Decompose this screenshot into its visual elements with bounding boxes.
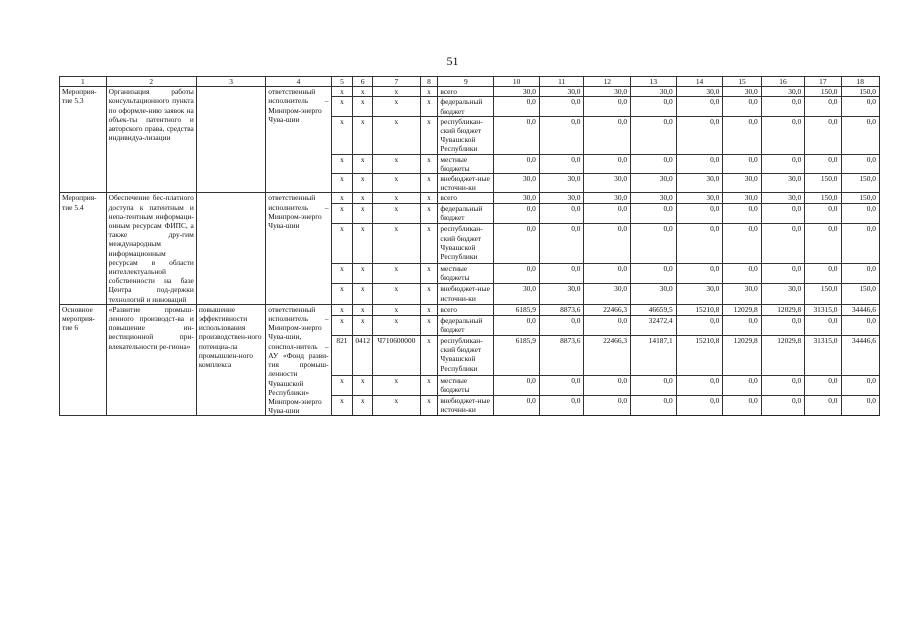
code-cell: x (420, 335, 438, 375)
header-cell: 4 (266, 77, 331, 87)
header-row (60, 77, 880, 87)
header-cell: 2 (106, 77, 196, 87)
code-cell: x (420, 284, 438, 304)
amount-cell: 0,0 (805, 395, 841, 415)
amount-cell: 30,0 (631, 193, 677, 204)
code-cell: x (353, 315, 373, 335)
code-cell: x (331, 97, 353, 116)
code-cell: x (353, 395, 373, 415)
code-cell: x (331, 193, 353, 204)
code-cell: x (353, 264, 373, 284)
code-cell: x (331, 284, 353, 304)
amount-cell: 0,0 (539, 116, 584, 154)
amount-cell: 150,0 (805, 174, 841, 193)
amount-cell: 30,0 (676, 87, 723, 97)
amount-cell: 0,0 (631, 154, 677, 173)
header-cell: 10 (494, 77, 540, 87)
amount-cell: 0,0 (539, 264, 584, 284)
code-cell: x (420, 116, 438, 154)
amount-cell: 8873,6 (539, 335, 584, 375)
amount-cell: 30,0 (723, 174, 761, 193)
amount-cell: 0,0 (761, 116, 805, 154)
amount-cell: 0,0 (676, 154, 723, 173)
amount-cell: 0,0 (841, 395, 880, 415)
code-cell: x (420, 87, 438, 97)
funding-source-cell: федеральный бюджет (438, 315, 494, 335)
amount-cell: 0,0 (761, 264, 805, 284)
code-cell: x (420, 395, 438, 415)
amount-cell: 0,0 (631, 375, 677, 395)
amount-cell: 30,0 (723, 284, 761, 304)
header-cell: 5 (331, 77, 353, 87)
amount-cell: 0,0 (539, 154, 584, 173)
funding-source-cell: федеральный бюджет (438, 204, 494, 224)
amount-cell: 0,0 (805, 204, 841, 224)
header-cell: 18 (841, 77, 880, 87)
code-cell: x (373, 87, 421, 97)
amount-cell: 0,0 (805, 315, 841, 335)
executor-cell: ответственный исполнитель – Минпром-энерго Чува-шии (266, 87, 331, 193)
amount-cell: 150,0 (841, 193, 880, 204)
amount-cell: 30,0 (676, 284, 723, 304)
code-cell: x (331, 204, 353, 224)
amount-cell: 34446,6 (841, 335, 880, 375)
funding-source-cell: республикан-ский бюджет Чувашской Республики (438, 116, 494, 154)
header-cell: 16 (761, 77, 805, 87)
amount-cell: 0,0 (494, 116, 540, 154)
funding-source-cell: всего (438, 87, 494, 97)
amount-cell: 0,0 (539, 315, 584, 335)
amount-cell: 0,0 (723, 224, 761, 264)
amount-cell: 14187,1 (631, 335, 677, 375)
amount-cell: 0,0 (841, 315, 880, 335)
amount-cell: 6185,9 (494, 335, 540, 375)
measure-goal-cell (196, 193, 265, 304)
amount-cell: 0,0 (723, 116, 761, 154)
amount-cell: 0,0 (723, 154, 761, 173)
amount-cell: 30,0 (584, 284, 631, 304)
code-cell: x (353, 193, 373, 204)
amount-cell: 22466,3 (584, 335, 631, 375)
amount-cell: 30,0 (539, 87, 584, 97)
table-row (60, 87, 880, 97)
code-cell: x (373, 395, 421, 415)
code-cell: x (353, 87, 373, 97)
code-cell: x (331, 264, 353, 284)
code-cell: x (331, 87, 353, 97)
amount-cell: 0,0 (676, 264, 723, 284)
amount-cell: 0,0 (805, 154, 841, 173)
measure-id-cell: Мероприя-тие 5.3 (60, 87, 107, 193)
amount-cell: 0,0 (494, 315, 540, 335)
code-cell: x (373, 193, 421, 204)
amount-cell: 30,0 (494, 284, 540, 304)
amount-cell: 0,0 (723, 97, 761, 116)
code-cell: x (373, 284, 421, 304)
code-cell: x (353, 284, 373, 304)
funding-source-cell: внебюджет-ные источни-ки (438, 395, 494, 415)
amount-cell: 0,0 (761, 204, 805, 224)
amount-cell: 34446,6 (841, 304, 880, 315)
code-cell: x (331, 304, 353, 315)
amount-cell: 0,0 (841, 375, 880, 395)
amount-cell: 0,0 (841, 224, 880, 264)
amount-cell: 32472,4 (631, 315, 677, 335)
amount-cell: 0,0 (805, 97, 841, 116)
code-cell: x (331, 174, 353, 193)
amount-cell: 0,0 (761, 395, 805, 415)
funding-source-cell: всего (438, 304, 494, 315)
code-cell: x (420, 97, 438, 116)
amount-cell: 6185,9 (494, 304, 540, 315)
amount-cell: 150,0 (805, 284, 841, 304)
amount-cell: 0,0 (841, 264, 880, 284)
amount-cell: 0,0 (494, 264, 540, 284)
amount-cell: 12029,8 (761, 304, 805, 315)
amount-cell: 15210,8 (676, 335, 723, 375)
measure-goal-cell: повышение эффективности использования производствен-ного потенциа-ла промышлен-ного комплекса (196, 304, 265, 415)
amount-cell: 0,0 (723, 204, 761, 224)
header-cell: 6 (353, 77, 373, 87)
header-cell: 15 (723, 77, 761, 87)
amount-cell: 0,0 (539, 224, 584, 264)
amount-cell: 30,0 (761, 174, 805, 193)
code-cell: x (373, 116, 421, 154)
amount-cell: 12029,8 (723, 304, 761, 315)
amount-cell: 150,0 (841, 174, 880, 193)
amount-cell: 30,0 (676, 174, 723, 193)
amount-cell: 30,0 (539, 174, 584, 193)
amount-cell: 30,0 (723, 87, 761, 97)
code-cell: x (420, 224, 438, 264)
amount-cell: 0,0 (539, 97, 584, 116)
amount-cell: 0,0 (676, 315, 723, 335)
amount-cell: 0,0 (631, 224, 677, 264)
amount-cell: 30,0 (761, 87, 805, 97)
amount-cell: 0,0 (494, 154, 540, 173)
amount-cell: 0,0 (584, 154, 631, 173)
amount-cell: 30,0 (631, 284, 677, 304)
code-cell: Ч710600000 (373, 335, 421, 375)
table-row (60, 304, 880, 315)
amount-cell: 0,0 (539, 204, 584, 224)
funding-source-cell: республикан-ский бюджет Чувашской Республики (438, 224, 494, 264)
code-cell: x (420, 154, 438, 173)
code-cell: x (353, 116, 373, 154)
measure-id-cell: Основное мероприя-тие 6 (60, 304, 107, 415)
amount-cell: 30,0 (494, 174, 540, 193)
amount-cell: 0,0 (631, 204, 677, 224)
amount-cell: 150,0 (841, 87, 880, 97)
amount-cell: 0,0 (841, 97, 880, 116)
code-cell: x (353, 304, 373, 315)
header-cell: 14 (676, 77, 723, 87)
amount-cell: 12029,8 (723, 335, 761, 375)
amount-cell: 0,0 (841, 204, 880, 224)
amount-cell: 0,0 (761, 315, 805, 335)
code-cell: x (373, 97, 421, 116)
amount-cell: 30,0 (723, 193, 761, 204)
code-cell: 821 (331, 335, 353, 375)
amount-cell: 0,0 (584, 204, 631, 224)
code-cell: x (373, 204, 421, 224)
code-cell: x (373, 154, 421, 173)
amount-cell: 0,0 (676, 224, 723, 264)
amount-cell: 0,0 (805, 116, 841, 154)
funding-source-cell: федеральный бюджет (438, 97, 494, 116)
amount-cell: 0,0 (494, 224, 540, 264)
code-cell: x (331, 154, 353, 173)
funding-source-cell: всего (438, 193, 494, 204)
code-cell: x (420, 204, 438, 224)
amount-cell: 0,0 (676, 97, 723, 116)
amount-cell: 0,0 (494, 395, 540, 415)
code-cell: x (420, 174, 438, 193)
code-cell: x (373, 304, 421, 315)
amount-cell: 30,0 (676, 193, 723, 204)
header-cell: 9 (438, 77, 494, 87)
amount-cell: 0,0 (676, 204, 723, 224)
code-cell: x (373, 224, 421, 264)
code-cell: x (331, 116, 353, 154)
code-cell: x (373, 375, 421, 395)
measure-name-cell: Обеспечение бес-платного доступа к патентным и непа-тентным информаци-онным ресурсам ФИПС, а также дру-гим международным информационным ресурсам в области интеллектуальной собственности на базе Центра под-держки технологий и инноваций (106, 193, 196, 304)
amount-cell: 30,0 (494, 87, 540, 97)
amount-cell: 30,0 (539, 284, 584, 304)
code-cell: x (373, 174, 421, 193)
amount-cell: 0,0 (761, 154, 805, 173)
amount-cell: 0,0 (723, 375, 761, 395)
amount-cell: 0,0 (676, 375, 723, 395)
amount-cell: 30,0 (539, 193, 584, 204)
amount-cell: 15210,8 (676, 304, 723, 315)
header-cell: 17 (805, 77, 841, 87)
amount-cell: 0,0 (805, 264, 841, 284)
code-cell: x (353, 174, 373, 193)
amount-cell: 0,0 (584, 97, 631, 116)
amount-cell: 30,0 (584, 87, 631, 97)
code-cell: x (353, 204, 373, 224)
amount-cell: 0,0 (631, 116, 677, 154)
amount-cell: 0,0 (805, 375, 841, 395)
code-cell: 0412 (353, 335, 373, 375)
page-number: 51 (446, 54, 459, 68)
code-cell: x (420, 315, 438, 335)
code-cell: x (420, 193, 438, 204)
amount-cell: 30,0 (761, 193, 805, 204)
amount-cell: 0,0 (676, 395, 723, 415)
amount-cell: 30,0 (761, 284, 805, 304)
amount-cell: 30,0 (584, 193, 631, 204)
amount-cell: 0,0 (494, 375, 540, 395)
amount-cell: 30,0 (494, 193, 540, 204)
funding-source-cell: местные бюджеты (438, 154, 494, 173)
funding-source-cell: местные бюджеты (438, 264, 494, 284)
code-cell: x (353, 97, 373, 116)
amount-cell: 22466,3 (584, 304, 631, 315)
amount-cell: 0,0 (584, 264, 631, 284)
amount-cell: 0,0 (761, 375, 805, 395)
amount-cell: 0,0 (539, 375, 584, 395)
header-cell: 1 (60, 77, 107, 87)
amount-cell: 0,0 (584, 375, 631, 395)
amount-cell: 0,0 (584, 224, 631, 264)
code-cell: x (353, 154, 373, 173)
code-cell: x (331, 224, 353, 264)
code-cell: x (353, 224, 373, 264)
amount-cell: 30,0 (631, 87, 677, 97)
amount-cell: 0,0 (723, 315, 761, 335)
amount-cell: 0,0 (631, 264, 677, 284)
measure-goal-cell (196, 87, 265, 193)
amount-cell: 0,0 (494, 204, 540, 224)
amount-cell: 0,0 (584, 315, 631, 335)
measure-name-cell: «Развитие промыш-ленного производст-ва и повышение ин-вестиционной при-влекательности ре-гиона» (106, 304, 196, 415)
amount-cell: 0,0 (676, 116, 723, 154)
amount-cell: 30,0 (631, 174, 677, 193)
amount-cell: 0,0 (584, 116, 631, 154)
amount-cell: 30,0 (584, 174, 631, 193)
executor-cell: ответственный исполнитель – Минпром-энерго Чува-шии, соиспол-нитель – АУ «Фонд разви-тия промыш-ленности Чувашской Республики» Минпром-энерго Чува-шии (266, 304, 331, 415)
amount-cell: 0,0 (494, 97, 540, 116)
amount-cell: 0,0 (805, 224, 841, 264)
header-cell: 3 (196, 77, 265, 87)
code-cell: x (331, 375, 353, 395)
code-cell: x (420, 264, 438, 284)
header-cell: 11 (539, 77, 584, 87)
executor-cell: ответственный исполнитель – Минпром-энерго Чува-шии (266, 193, 331, 304)
amount-cell: 0,0 (584, 395, 631, 415)
code-cell: x (373, 264, 421, 284)
amount-cell: 31315,0 (805, 304, 841, 315)
header-cell: 13 (631, 77, 677, 87)
measure-name-cell: Организация работы консультационного пункта по оформле-нию заявок на объек-ты патентного и авторского права, средства индивидуа-лизации (106, 87, 196, 193)
amount-cell: 0,0 (841, 154, 880, 173)
measure-id-cell: Мероприя-тие 5.4 (60, 193, 107, 304)
amount-cell: 150,0 (805, 87, 841, 97)
funding-source-cell: внебюджет-ные источни-ки (438, 284, 494, 304)
amount-cell: 8873,6 (539, 304, 584, 315)
amount-cell: 0,0 (723, 264, 761, 284)
code-cell: x (331, 315, 353, 335)
funding-source-cell: внебюджет-ные источни-ки (438, 174, 494, 193)
code-cell: x (373, 315, 421, 335)
amount-cell: 46659,5 (631, 304, 677, 315)
header-cell: 7 (373, 77, 421, 87)
amount-cell: 0,0 (631, 97, 677, 116)
table-row (60, 193, 880, 204)
amount-cell: 0,0 (841, 116, 880, 154)
amount-cell: 0,0 (631, 395, 677, 415)
header-cell: 8 (420, 77, 438, 87)
code-cell: x (420, 304, 438, 315)
amount-cell: 0,0 (723, 395, 761, 415)
amount-cell: 150,0 (805, 193, 841, 204)
header-cell: 12 (584, 77, 631, 87)
amount-cell: 150,0 (841, 284, 880, 304)
funding-table (59, 76, 880, 416)
amount-cell: 0,0 (761, 224, 805, 264)
funding-source-cell: местные бюджеты (438, 375, 494, 395)
amount-cell: 0,0 (539, 395, 584, 415)
code-cell: x (331, 395, 353, 415)
funding-source-cell: республикан-ский бюджет Чувашской Республики (438, 335, 494, 375)
amount-cell: 12029,8 (761, 335, 805, 375)
code-cell: x (420, 375, 438, 395)
code-cell: x (353, 375, 373, 395)
amount-cell: 0,0 (761, 97, 805, 116)
amount-cell: 31315,0 (805, 335, 841, 375)
